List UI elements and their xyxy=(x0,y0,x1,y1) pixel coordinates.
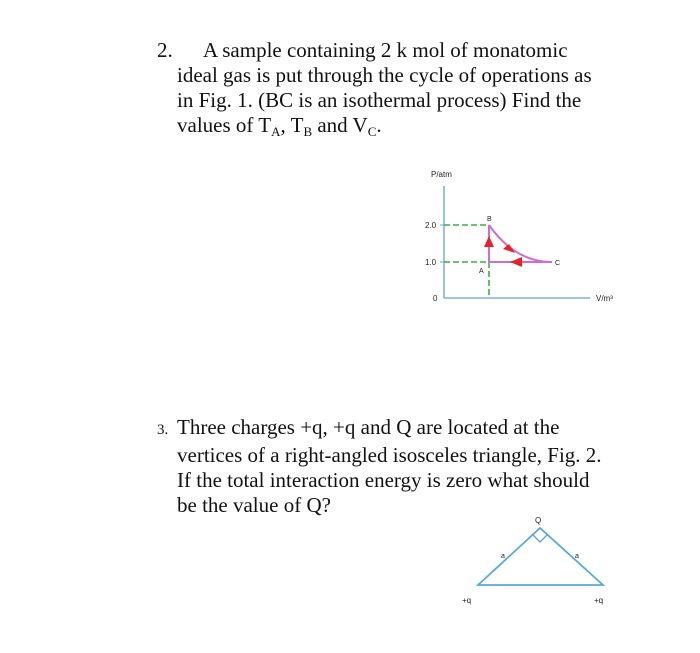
tick-label-1: 1.0 xyxy=(425,258,437,267)
question-3-line-3: If the total interaction energy is zero what should xyxy=(177,468,590,492)
question-3-line-2: vertices of a right-angled isosceles triangle, Fig. 2. xyxy=(177,443,602,467)
question-2-line-1: 2. A sample containing 2 k mol of monatomic xyxy=(157,38,568,62)
triangle-outline xyxy=(478,528,603,585)
point-a-label: A xyxy=(479,268,484,275)
tick-label-2: 2.0 xyxy=(425,221,437,230)
left-charge-label: +q xyxy=(462,596,472,605)
question-2-line-2: ideal gas is put through the cycle of operations as xyxy=(177,63,592,87)
question-2-line-3: in Fig. 1. (BC is an isothermal process) Find the xyxy=(177,88,582,112)
right-charge-label: +q xyxy=(594,596,604,605)
right-side-label: a xyxy=(575,553,579,560)
question-3-line-4: be the value of Q? xyxy=(177,493,331,517)
question-2-number: 2. xyxy=(157,38,173,62)
x-axis-label: V/m³ xyxy=(596,294,613,303)
y-axis-label: P/atm xyxy=(431,170,452,179)
question-3-number: 3. xyxy=(157,422,169,438)
question-2-line-4: values of $T_A$, $T_B$ and $V_C$. xyxy=(177,113,382,139)
left-side-label: a xyxy=(501,553,505,560)
point-b-label: B xyxy=(487,216,492,223)
tick-label-0: 0 xyxy=(433,294,438,303)
question-3-line-1: 3. Three charges +q, +q and Q are located at the xyxy=(157,415,627,443)
top-charge-label: Q xyxy=(535,516,542,525)
point-c-label: C xyxy=(555,260,561,267)
right-angle-marker xyxy=(533,535,547,542)
